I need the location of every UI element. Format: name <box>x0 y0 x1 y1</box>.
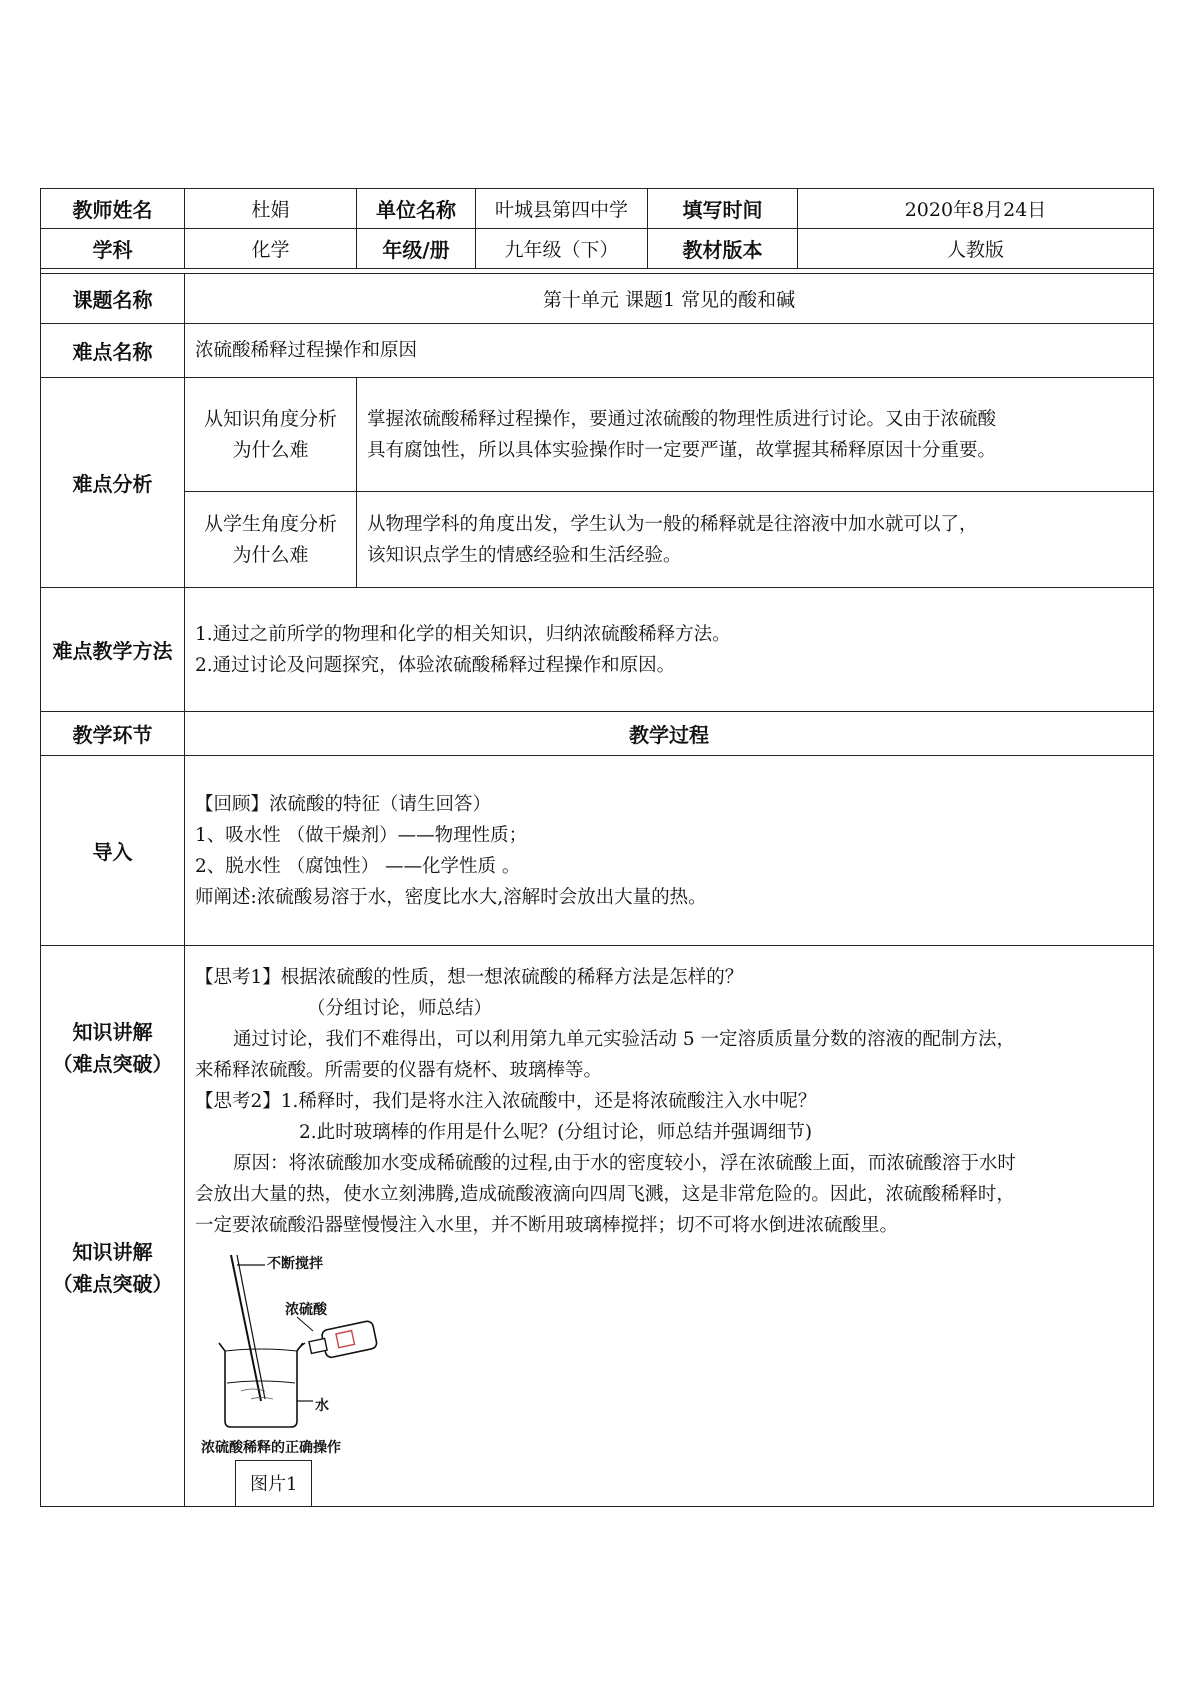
time-label: 填写时间 <box>648 189 798 229</box>
time-value: 2020年8月24日 <box>798 189 1154 229</box>
unit-value: 叶城县第四中学 <box>476 189 648 229</box>
knowledge-text-line-1: 掌握浓硫酸稀释过程操作，要通过浓硫酸的物理性质进行讨论。又由于浓硫酸 <box>367 408 997 430</box>
grade-value: 九年级（下） <box>476 229 648 269</box>
knowledge-text-line-2: 具有腐蚀性，所以具体实验操作时一定要严谨，故掌握其稀释原因十分重要。 <box>367 439 997 461</box>
dilution-illustration <box>201 1251 381 1456</box>
knowledge-line-8: 会放出大量的热，使水立刻沸腾,造成硫酸液滴向四周飞溅，这是非常危险的。因此，浓硫酸稀释时， <box>195 1184 1015 1205</box>
topic-row <box>41 274 1154 324</box>
knowledge-angle-cell <box>185 378 357 492</box>
knowledge-angle-line-2: 为什么难 <box>232 438 309 461</box>
knowledge-line-1: 【思考1】根据浓硫酸的性质，想一想浓硫酸的稀释方法是怎样的？ <box>195 967 744 988</box>
intro-row <box>41 756 1154 946</box>
figure-caption: 浓硫酸稀释的正确操作 <box>201 1440 341 1456</box>
student-text-line-2: 该知识点学生的情感经验和生活经验。 <box>367 544 682 566</box>
method-line-1: 1.通过之前所学的物理和化学的相关知识，归纳浓硫酸稀释方法。 <box>195 623 731 645</box>
intro-line-2: 1、吸水性 （做干燥剂）——物理性质； <box>195 824 528 846</box>
water-label: 水 <box>315 1398 329 1414</box>
knowledge-line-7: 原因：将浓硫酸加水变成稀硫酸的过程,由于水的密度较小，浮在浓硫酸上面，而浓硫酸溶于水时 <box>233 1153 1016 1174</box>
analysis-label: 难点分析 <box>41 378 185 588</box>
student-angle-cell <box>185 492 357 588</box>
topic-label: 课题名称 <box>41 274 185 324</box>
lesson-plan-table <box>40 188 1154 1507</box>
knowledge-angle-text <box>357 378 1154 492</box>
acid-label: 浓硫酸 <box>285 1302 327 1318</box>
knowledge-label-a-2: （难点突破） <box>52 1052 173 1076</box>
student-text-line-1: 从物理学科的角度出发，学生认为一般的稀释就是往溶液中加水就可以了， <box>367 513 978 535</box>
student-angle-text <box>357 492 1154 588</box>
edition-label: 教材版本 <box>648 229 798 269</box>
student-angle-line-1: 从学生角度分析 <box>203 512 337 535</box>
method-text <box>185 588 1154 712</box>
analysis-row-student <box>41 492 1154 588</box>
knowledge-line-6: 2.此时玻璃棒的作用是什么呢？(分组讨论，师总结并强调细节) <box>299 1122 813 1143</box>
stage-header: 教学环节 <box>41 712 185 756</box>
process-header: 教学过程 <box>185 712 1154 756</box>
knowledge-row <box>41 946 1154 1507</box>
knowledge-angle-line-1: 从知识角度分析 <box>203 407 337 430</box>
stir-label: 不断搅拌 <box>267 1256 323 1272</box>
knowledge-line-5: 【思考2】1.稀释时，我们是将水注入浓硫酸中，还是将浓硫酸注入水中呢？ <box>195 1091 817 1112</box>
lesson-plan-sheet <box>40 188 1153 1507</box>
teacher-label: 教师姓名 <box>41 189 185 229</box>
teacher-value: 杜娟 <box>185 189 357 229</box>
knowledge-label-stack <box>41 946 184 1502</box>
intro-line-3: 2、脱水性 （腐蚀性） ——化学性质 。 <box>195 855 521 877</box>
knowledge-label-b-1: 知识讲解 <box>72 1240 153 1264</box>
intro-line-4: 师阐述:浓硫酸易溶于水，密度比水大,溶解时会放出大量的热。 <box>195 886 707 908</box>
subject-value: 化学 <box>185 229 357 269</box>
unit-label: 单位名称 <box>357 189 476 229</box>
difficulty-value: 浓硫酸稀释过程操作和原因 <box>185 324 1154 378</box>
header-row-2 <box>41 229 1154 269</box>
difficulty-row <box>41 324 1154 378</box>
dilution-figure <box>201 1251 381 1456</box>
knowledge-line-4: 来稀释浓硫酸。所需要的仪器有烧杯、玻璃棒等。 <box>195 1060 603 1081</box>
process-header-row <box>41 712 1154 756</box>
topic-value: 第十单元 课题1 常见的酸和碱 <box>185 274 1154 324</box>
knowledge-line-2: （分组讨论，师总结） <box>307 998 493 1019</box>
intro-text <box>185 756 1154 946</box>
intro-line-1: 【回顾】浓硫酸的特征（请生回答） <box>195 793 492 815</box>
knowledge-label-a-1: 知识讲解 <box>72 1020 153 1044</box>
knowledge-line-9: 一定要浓硫酸沿器壁慢慢注入水里，并不断用玻璃棒搅拌；切不可将水倒进浓硫酸里。 <box>195 1215 899 1236</box>
method-label: 难点教学方法 <box>41 588 185 712</box>
knowledge-text <box>185 946 1154 1507</box>
knowledge-label-cell <box>41 946 185 1507</box>
analysis-row-knowledge <box>41 378 1154 492</box>
method-row <box>41 588 1154 712</box>
header-row-1 <box>41 189 1154 229</box>
subject-label: 学科 <box>41 229 185 269</box>
student-angle-line-2: 为什么难 <box>232 543 309 566</box>
figure-number-box: 图片1 <box>235 1460 312 1506</box>
edition-value: 人教版 <box>798 229 1154 269</box>
difficulty-label: 难点名称 <box>41 324 185 378</box>
grade-label: 年级/册 <box>357 229 476 269</box>
knowledge-label-b-2: （难点突破） <box>52 1272 173 1296</box>
method-line-2: 2.通过讨论及问题探究，体验浓硫酸稀释过程操作和原因。 <box>195 654 676 676</box>
intro-label: 导入 <box>41 756 185 946</box>
knowledge-line-3: 通过讨论，我们不难得出，可以利用第九单元实验活动 5 一定溶质质量分数的溶液的配制方法， <box>233 1029 1016 1050</box>
